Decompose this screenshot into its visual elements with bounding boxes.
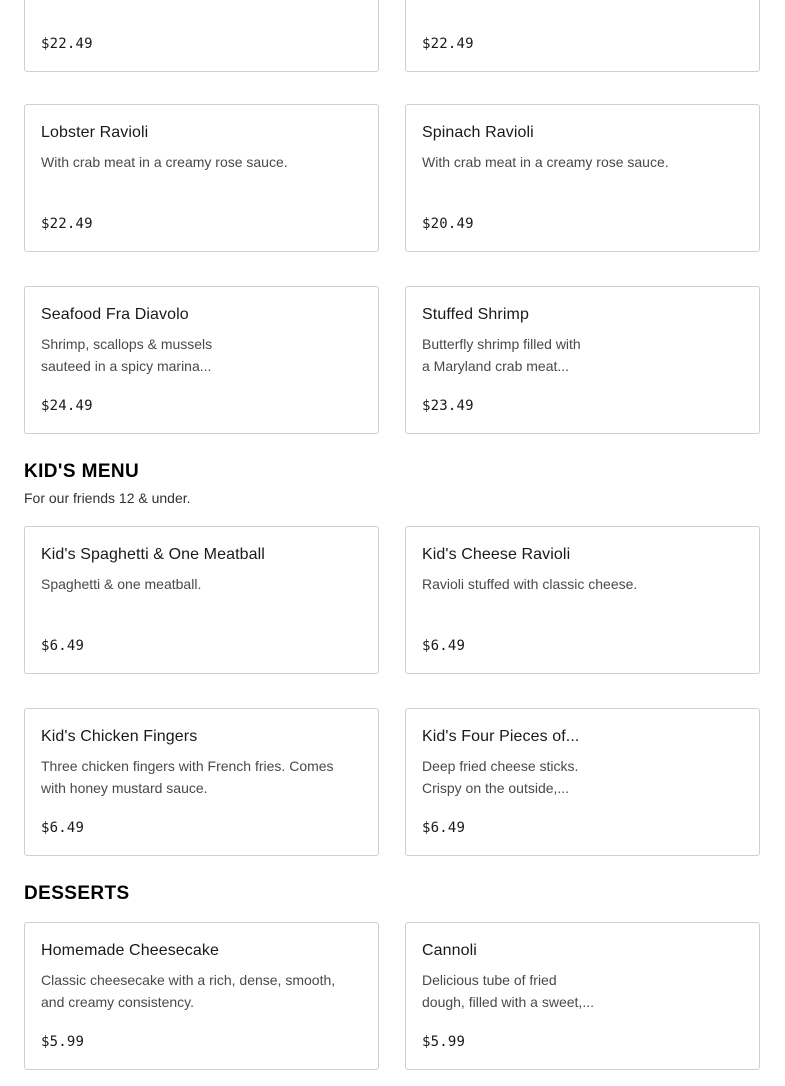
- item-name: Lobster Ravioli: [41, 124, 149, 141]
- item-name: Kid's Four Pieces of...: [422, 728, 580, 745]
- item-price: $6.49: [41, 638, 85, 654]
- section-title-kids-menu: KID'S MENU: [24, 461, 140, 482]
- item-description: Ravioli stuffed with classic cheese.: [422, 576, 638, 592]
- menu-item-card[interactable]: [405, 0, 760, 72]
- menu-item-card[interactable]: [24, 0, 379, 72]
- item-price: $6.49: [422, 820, 466, 836]
- item-price: $22.49: [41, 216, 93, 232]
- menu-item-card[interactable]: [405, 104, 760, 252]
- menu-item-card[interactable]: [405, 708, 760, 856]
- item-name: Seafood Fra Diavolo: [41, 306, 189, 323]
- item-description: [41, 0, 362, 1]
- menu-item-card[interactable]: [24, 708, 379, 856]
- section-subtitle-kids-menu: For our friends 12 & under.: [24, 490, 191, 506]
- menu-item-card[interactable]: [24, 104, 379, 252]
- menu-item-card[interactable]: [405, 922, 760, 1070]
- item-description: Delicious tube of fried dough, filled with a sweet,...: [422, 972, 594, 1010]
- item-name: Spinach Ravioli: [422, 124, 534, 141]
- menu-item-card[interactable]: [24, 286, 379, 434]
- item-name: Kid's Cheese Ravioli: [422, 546, 571, 563]
- item-price: $24.49: [41, 398, 93, 414]
- item-name: Homemade Cheesecake: [41, 942, 219, 959]
- item-description: [422, 0, 743, 1]
- item-price: $22.49: [422, 36, 474, 52]
- item-description: Butterfly shrimp filled with a Maryland crab meat...: [422, 336, 581, 374]
- item-description: Shrimp, scallops & mussels sauteed in a spicy marina...: [41, 336, 213, 374]
- menu-item-card[interactable]: [24, 922, 379, 1070]
- item-price: $6.49: [41, 820, 85, 836]
- menu-item-card[interactable]: [24, 526, 379, 674]
- item-description: Deep fried cheese sticks. Crispy on the outside,...: [422, 758, 579, 796]
- section-title-desserts: DESSERTS: [24, 883, 130, 904]
- item-description: Spaghetti & one meatball.: [41, 576, 202, 592]
- item-name: Cannoli: [422, 942, 477, 959]
- item-description: Three chicken fingers with French fries. Comes with honey mustard sauce.: [41, 758, 334, 796]
- item-price: $5.99: [422, 1034, 466, 1050]
- item-description: Classic cheesecake with a rich, dense, smooth, and creamy consistency.: [41, 972, 336, 1010]
- menu-item-card[interactable]: [405, 526, 760, 674]
- menu-item-card[interactable]: [405, 286, 760, 434]
- item-description: With crab meat in a creamy rose sauce.: [41, 154, 288, 170]
- item-price: $6.49: [422, 638, 466, 654]
- item-description: With crab meat in a creamy rose sauce.: [422, 154, 669, 170]
- item-price: $20.49: [422, 216, 474, 232]
- item-name: Kid's Chicken Fingers: [41, 728, 198, 745]
- item-name: Stuffed Shrimp: [422, 306, 529, 323]
- item-name: Kid's Spaghetti & One Meatball: [41, 546, 265, 563]
- item-price: $5.99: [41, 1034, 85, 1050]
- item-price: $22.49: [41, 36, 93, 52]
- item-price: $23.49: [422, 398, 474, 414]
